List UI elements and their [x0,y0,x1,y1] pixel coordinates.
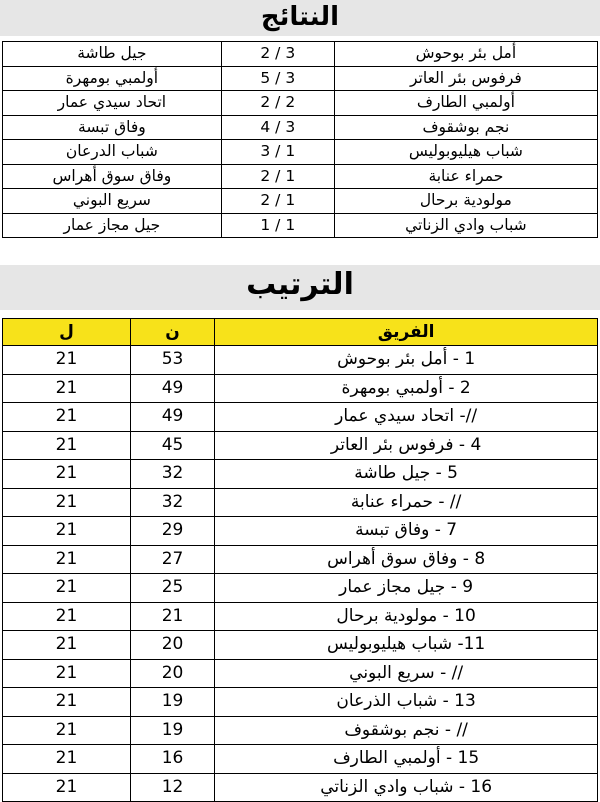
team-cell: 2 - أولمبي بومهرة [215,374,598,403]
points-column-header: ن [130,319,214,346]
standings-row [3,602,598,631]
home-team-cell: أمل بئر بوحوش [334,42,597,67]
team-cell: 15 - أولمبي الطارف [215,745,598,774]
standings-row [3,460,598,489]
standings-row [3,773,598,802]
team-cell: 10 - مولودية برحال [215,602,598,631]
standings-row [3,403,598,432]
played-cell: 21 [3,716,131,745]
home-team-cell: نجم بوشقوف [334,115,597,140]
away-team-cell: جيل مجاز عمار [3,213,222,238]
result-row [3,213,598,238]
score-cell: 2 / 2 [221,91,334,116]
played-cell: 21 [3,745,131,774]
score-cell: 1 / 1 [221,213,334,238]
played-cell: 21 [3,431,131,460]
played-cell: 21 [3,545,131,574]
standings-row [3,745,598,774]
results-table [2,41,598,238]
points-cell: 20 [130,659,214,688]
team-cell: 4 - فرفوس بئر العاتر [215,431,598,460]
home-team-cell: حمراء عنابة [334,164,597,189]
result-row [3,164,598,189]
results-title: النتائج [0,0,600,36]
score-cell: 3 / 2 [221,42,334,67]
played-cell: 21 [3,517,131,546]
score-cell: 3 / 4 [221,115,334,140]
points-cell: 29 [130,517,214,546]
points-cell: 25 [130,574,214,603]
played-cell: 21 [3,488,131,517]
played-cell: 21 [3,346,131,375]
points-cell: 12 [130,773,214,802]
points-cell: 27 [130,545,214,574]
standings-row [3,659,598,688]
standings-row [3,374,598,403]
home-team-cell: فرفوس بئر العاتر [334,66,597,91]
points-cell: 49 [130,374,214,403]
away-team-cell: اتحاد سيدي عمار [3,91,222,116]
result-row [3,115,598,140]
team-cell: 1 - أمل بئر بوحوش [215,346,598,375]
standings-header-row [3,319,598,346]
standings-row [3,688,598,717]
played-cell: 21 [3,403,131,432]
played-cell: 21 [3,773,131,802]
score-cell: 1 / 2 [221,189,334,214]
points-cell: 32 [130,488,214,517]
score-cell: 1 / 3 [221,140,334,165]
team-cell: // - نجم بوشقوف [215,716,598,745]
away-team-cell: وفاق تبسة [3,115,222,140]
team-cell: 11- شباب هيليوبوليس [215,631,598,660]
played-cell: 21 [3,631,131,660]
standings-row [3,346,598,375]
result-row [3,66,598,91]
points-cell: 32 [130,460,214,489]
result-row [3,91,598,116]
team-cell: // - حمراء عنابة [215,488,598,517]
standings-row [3,545,598,574]
score-cell: 3 / 5 [221,66,334,91]
away-team-cell: أولمبي بومهرة [3,66,222,91]
team-cell: 9 - جيل مجاز عمار [215,574,598,603]
standings-row [3,716,598,745]
points-cell: 21 [130,602,214,631]
away-team-cell: وفاق سوق أهراس [3,164,222,189]
points-cell: 19 [130,716,214,745]
standings-row [3,431,598,460]
played-cell: 21 [3,659,131,688]
standings-title: الترتيب [0,265,600,310]
standings-table [2,318,598,802]
standings-row [3,631,598,660]
team-cell: 7 - وفاق تبسة [215,517,598,546]
result-row [3,140,598,165]
team-cell: 13 - شباب الذرعان [215,688,598,717]
played-column-header: ل [3,319,131,346]
home-team-cell: شباب هيليوبوليس [334,140,597,165]
played-cell: 21 [3,374,131,403]
result-row [3,189,598,214]
home-team-cell: مولودية برحال [334,189,597,214]
played-cell: 21 [3,602,131,631]
team-cell: 16 - شباب وادي الزناتي [215,773,598,802]
points-cell: 49 [130,403,214,432]
standings-row [3,488,598,517]
team-cell: 8 - وفاق سوق أهراس [215,545,598,574]
points-cell: 53 [130,346,214,375]
points-cell: 19 [130,688,214,717]
played-cell: 21 [3,574,131,603]
result-row [3,42,598,67]
away-team-cell: جيل طاشة [3,42,222,67]
played-cell: 21 [3,688,131,717]
points-cell: 45 [130,431,214,460]
score-cell: 1 / 2 [221,164,334,189]
home-team-cell: أولمبي الطارف [334,91,597,116]
points-cell: 20 [130,631,214,660]
team-cell: 5 - جيل طاشة [215,460,598,489]
standings-row [3,517,598,546]
team-cell: //- اتحاد سيدي عمار [215,403,598,432]
played-cell: 21 [3,460,131,489]
away-team-cell: سريع البوني [3,189,222,214]
away-team-cell: شباب الدرعان [3,140,222,165]
points-cell: 16 [130,745,214,774]
home-team-cell: شباب وادي الزناتي [334,213,597,238]
team-column-header: الفريق [215,319,598,346]
standings-row [3,574,598,603]
team-cell: // - سريع البوني [215,659,598,688]
